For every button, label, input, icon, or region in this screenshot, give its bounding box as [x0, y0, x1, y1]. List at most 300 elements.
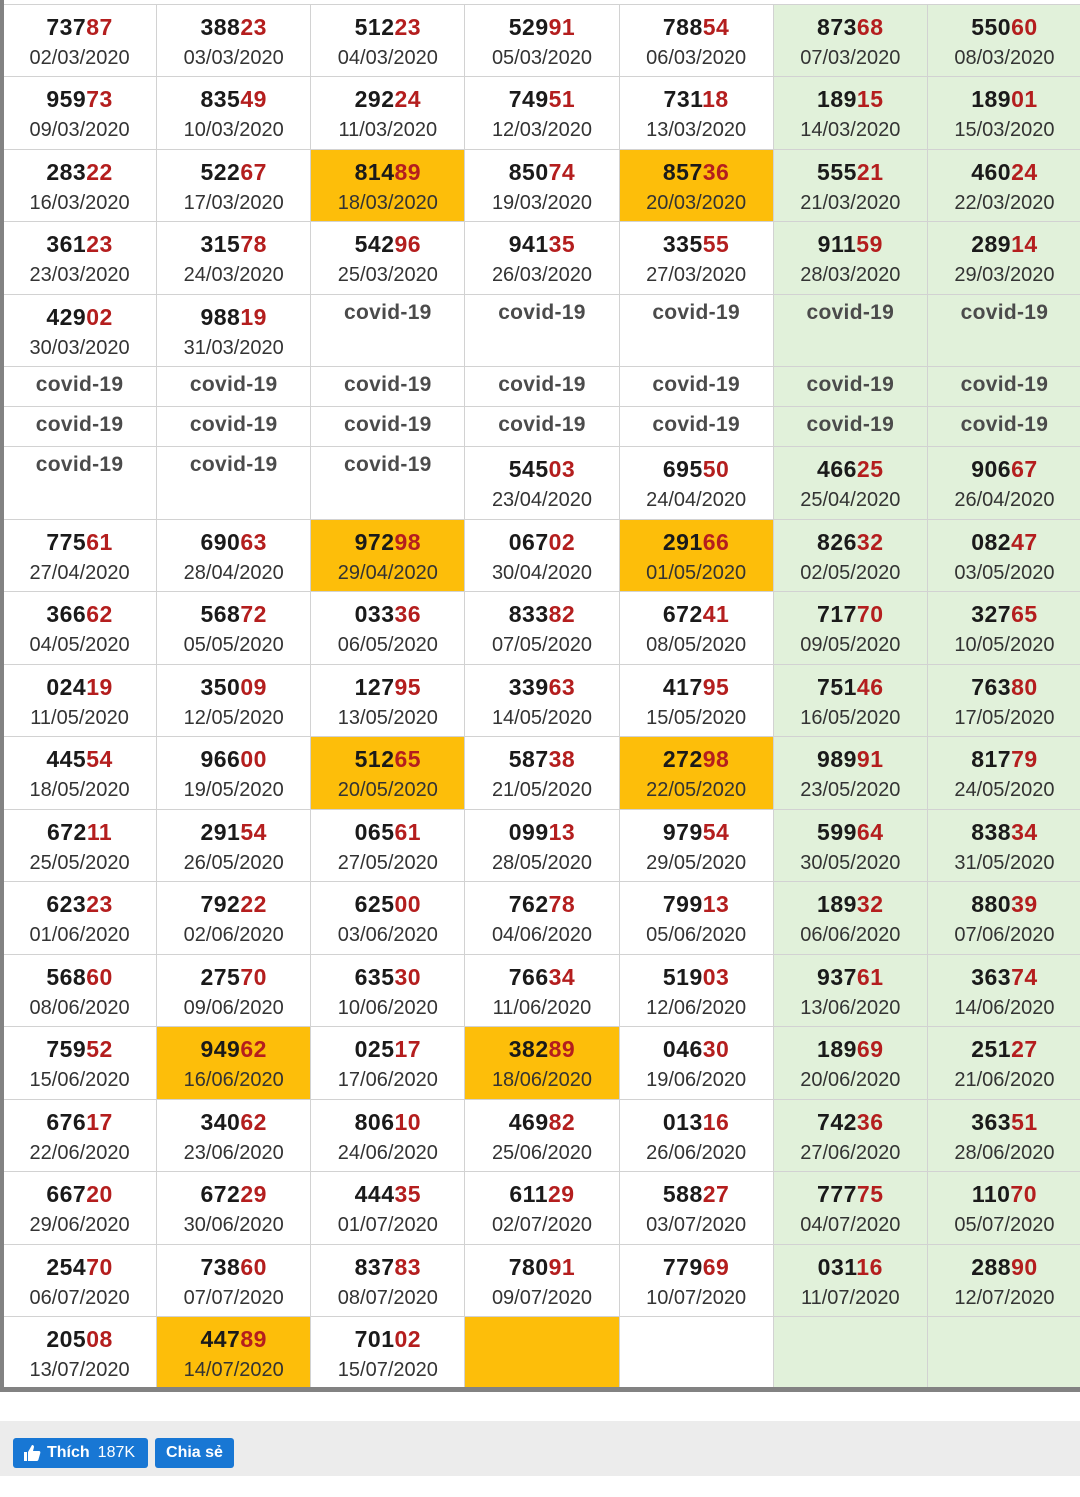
result-number	[620, 447, 773, 481]
result-number	[465, 77, 618, 111]
result-number-prefix: 635	[354, 964, 395, 990]
result-date: 05/07/2020	[954, 1214, 1055, 1236]
result-cell	[3, 592, 157, 665]
result-cell	[773, 1100, 927, 1172]
result-date: 22/05/2020	[646, 779, 747, 801]
result-number-last-two: 98	[702, 746, 730, 772]
result-date: 23/04/2020	[491, 489, 593, 511]
covid-label: covid-19	[344, 453, 432, 476]
result-cell	[311, 882, 465, 955]
result-cell	[3, 367, 157, 407]
result-number	[157, 77, 310, 111]
result-cell	[619, 810, 773, 882]
result-number-prefix: 792	[200, 891, 241, 917]
result-number-prefix: 067	[508, 529, 549, 555]
result-number	[3, 1100, 156, 1134]
covid-label: covid-19	[35, 413, 124, 436]
result-date: 15/07/2020	[337, 1359, 438, 1381]
result-number-prefix: 529	[508, 14, 549, 40]
result-number-prefix: 672	[46, 819, 87, 845]
result-cell	[157, 77, 311, 150]
result-date: 11/07/2020	[800, 1287, 900, 1309]
result-number	[3, 665, 156, 699]
result-number	[3, 592, 156, 626]
result-number-last-two: 14	[1011, 231, 1038, 257]
covid-label: covid-19	[35, 373, 124, 396]
result-cell	[157, 955, 311, 1027]
result-cell	[3, 222, 157, 295]
result-cell	[773, 810, 927, 882]
result-number-prefix: 429	[46, 304, 87, 330]
result-number	[620, 520, 773, 554]
result-number	[465, 592, 618, 626]
result-number	[774, 665, 927, 699]
result-number-last-two: 80	[1011, 674, 1038, 700]
result-date: 01/07/2020	[337, 1214, 438, 1236]
result-number	[620, 1100, 773, 1134]
result-date: 15/03/2020	[954, 119, 1055, 141]
result-number-prefix: 611	[509, 1181, 548, 1207]
result-number-last-two: 78	[240, 231, 267, 257]
result-cell	[927, 882, 1080, 955]
result-number-last-two: 39	[1011, 891, 1038, 917]
result-cell	[927, 955, 1080, 1027]
result-number-last-two: 01	[1011, 86, 1038, 112]
result-number	[928, 665, 1080, 699]
result-number-last-two: 82	[548, 601, 576, 627]
result-number-last-two: 49	[240, 86, 267, 112]
result-cell	[311, 407, 465, 447]
result-number-prefix: 941	[508, 231, 549, 257]
result-number	[465, 1245, 618, 1279]
result-number-last-two: 70	[240, 964, 267, 990]
result-number	[311, 1100, 464, 1134]
result-number-last-two: 47	[1011, 529, 1038, 555]
result-number-last-two: 30	[394, 964, 422, 990]
result-number-last-two: 34	[548, 964, 576, 990]
result-number-prefix: 275	[200, 964, 241, 990]
result-cell	[157, 665, 311, 737]
result-date: 23/06/2020	[183, 1142, 284, 1164]
result-number-last-two: 68	[856, 14, 884, 40]
result-date: 22/06/2020	[29, 1142, 130, 1164]
result-date: 21/06/2020	[954, 1069, 1055, 1091]
result-cell	[927, 407, 1080, 447]
result-number-last-two: 35	[394, 1181, 422, 1207]
result-cell	[311, 1100, 465, 1172]
result-date: 24/03/2020	[183, 264, 284, 286]
result-cell	[773, 150, 927, 222]
result-number-last-two: 61	[856, 964, 884, 990]
covid-label: covid-19	[189, 453, 278, 476]
table-row	[3, 520, 1080, 592]
result-date: 29/06/2020	[29, 1214, 130, 1236]
result-number-prefix: 777	[817, 1181, 857, 1207]
result-cell	[311, 222, 465, 295]
result-date: 29/05/2020	[646, 852, 747, 874]
result-date: 01/06/2020	[29, 924, 130, 946]
result-number-last-two: 03	[702, 964, 730, 990]
result-date: 27/06/2020	[800, 1142, 901, 1164]
result-cell	[927, 665, 1080, 737]
result-number-last-two: 29	[240, 1181, 267, 1207]
result-number-prefix: 837	[354, 1254, 395, 1280]
result-number-prefix: 272	[662, 746, 703, 772]
result-cell	[465, 1317, 619, 1390]
result-number	[3, 222, 156, 256]
result-date: 16/03/2020	[29, 192, 130, 214]
result-number-last-two: 19	[240, 304, 267, 330]
result-number-prefix: 989	[817, 746, 857, 772]
result-number-prefix: 806	[354, 1109, 395, 1135]
result-cell	[311, 810, 465, 882]
result-number-prefix: 555	[817, 159, 857, 185]
table-row	[3, 367, 1080, 407]
result-cell	[157, 520, 311, 592]
result-cell	[927, 5, 1080, 77]
result-date: 31/03/2020	[183, 337, 284, 359]
result-number-last-two: 74	[1011, 964, 1038, 990]
result-number-last-two: 27	[1011, 1036, 1038, 1062]
result-number	[311, 77, 464, 111]
result-number-last-two: 96	[394, 231, 422, 257]
result-number-last-two: 32	[856, 529, 884, 555]
result-number	[3, 1245, 156, 1279]
result-number-prefix: 283	[46, 159, 87, 185]
result-number	[3, 520, 156, 554]
result-number-last-two: 54	[240, 819, 267, 845]
result-number-last-two: 89	[240, 1326, 267, 1352]
result-number-last-two: 29	[548, 1181, 575, 1207]
result-cell	[927, 367, 1080, 407]
table-row	[3, 447, 1080, 520]
result-date: 03/05/2020	[954, 562, 1055, 584]
result-date: 07/03/2020	[800, 47, 901, 69]
result-number-prefix: 361	[46, 231, 87, 257]
table-row	[3, 955, 1080, 1027]
result-number-last-two: 62	[86, 601, 113, 627]
result-date: 06/06/2020	[800, 924, 901, 946]
covid-label: covid-19	[35, 453, 124, 476]
result-number-last-two: 00	[240, 746, 267, 772]
result-number-prefix: 522	[200, 159, 241, 185]
result-cell	[157, 295, 311, 367]
result-number-last-two: 98	[394, 529, 422, 555]
result-number-prefix: 588	[662, 1181, 703, 1207]
result-number-prefix: 082	[971, 529, 1012, 555]
facebook-share-button[interactable]	[155, 1438, 234, 1468]
result-number-prefix: 949	[200, 1036, 241, 1062]
result-number	[928, 882, 1080, 916]
result-number-prefix: 024	[46, 674, 87, 700]
result-cell	[773, 5, 927, 77]
facebook-like-button[interactable]	[13, 1438, 148, 1468]
result-number-last-two: 65	[394, 746, 422, 772]
result-cell	[619, 1317, 773, 1390]
result-cell	[619, 592, 773, 665]
result-number-last-two: 91	[548, 1254, 576, 1280]
result-date: 27/04/2020	[29, 562, 130, 584]
result-number-prefix: 189	[817, 1036, 857, 1062]
result-number	[465, 150, 618, 184]
result-cell	[927, 222, 1080, 295]
result-number	[157, 1245, 310, 1279]
result-number-prefix: 099	[508, 819, 549, 845]
result-number-last-two: 13	[702, 891, 730, 917]
result-date: 11/05/2020	[30, 707, 129, 729]
result-cell	[3, 955, 157, 1027]
result-number-last-two: 63	[548, 674, 576, 700]
result-number	[465, 1100, 618, 1134]
result-number-last-two: 22	[86, 159, 113, 185]
result-cell	[465, 810, 619, 882]
result-date: 20/03/2020	[646, 192, 747, 214]
result-number	[465, 447, 618, 481]
result-number	[311, 5, 464, 39]
result-cell	[3, 737, 157, 810]
result-cell	[157, 1317, 311, 1390]
result-number-prefix: 460	[971, 159, 1012, 185]
result-cell	[619, 367, 773, 407]
result-number-last-two: 11	[86, 819, 113, 845]
covid-label: covid-19	[960, 413, 1049, 436]
result-number	[311, 592, 464, 626]
result-date: 14/03/2020	[800, 119, 901, 141]
result-number-last-two: 46	[856, 674, 884, 700]
result-number-prefix: 701	[354, 1326, 395, 1352]
result-number-prefix: 676	[46, 1109, 87, 1135]
result-number	[157, 1172, 310, 1206]
result-number-prefix: 382	[508, 1036, 549, 1062]
result-cell	[465, 5, 619, 77]
result-number-last-two: 95	[394, 674, 422, 700]
covid-label: covid-19	[806, 413, 895, 436]
result-date: 24/05/2020	[954, 779, 1055, 801]
results-grid	[2, 4, 1080, 1390]
result-number	[465, 520, 618, 554]
result-cell	[619, 5, 773, 77]
result-number-last-two: 60	[1011, 14, 1038, 40]
result-number	[311, 520, 464, 554]
result-cell	[3, 520, 157, 592]
result-date: 11/03/2020	[338, 119, 438, 141]
result-date: 25/03/2020	[337, 264, 438, 286]
result-number-prefix: 542	[354, 231, 395, 257]
result-number	[157, 5, 310, 39]
result-number-prefix: 625	[354, 891, 395, 917]
result-cell	[465, 77, 619, 150]
result-number-last-two: 00	[394, 891, 422, 917]
result-number-prefix: 857	[662, 159, 703, 185]
result-number	[3, 1027, 156, 1061]
result-number-last-two: 66	[702, 529, 730, 555]
result-number	[311, 665, 464, 699]
result-number	[157, 592, 310, 626]
result-number	[928, 150, 1080, 184]
result-cell	[927, 1317, 1080, 1390]
result-date: 28/03/2020	[800, 264, 901, 286]
result-cell	[157, 447, 311, 520]
result-number-prefix: 873	[817, 14, 857, 40]
result-cell	[773, 447, 927, 520]
result-date: 02/05/2020	[800, 562, 901, 584]
table-row	[3, 77, 1080, 150]
result-cell	[311, 665, 465, 737]
result-number-prefix: 031	[817, 1254, 857, 1280]
result-date: 25/04/2020	[800, 489, 901, 511]
result-date: 09/07/2020	[491, 1287, 593, 1309]
result-date: 05/05/2020	[183, 634, 284, 656]
result-number-last-two: 59	[856, 231, 883, 257]
result-number-prefix: 363	[971, 1109, 1012, 1135]
result-number-last-two: 60	[86, 964, 113, 990]
result-number	[774, 882, 927, 916]
result-cell	[773, 882, 927, 955]
table-row	[3, 407, 1080, 447]
result-cell	[619, 955, 773, 1027]
result-number-last-two: 19	[86, 674, 113, 700]
result-number-prefix: 025	[354, 1036, 395, 1062]
result-number-prefix: 667	[46, 1181, 87, 1207]
result-number	[3, 150, 156, 184]
result-number-last-two: 54	[702, 14, 730, 40]
result-date: 10/07/2020	[646, 1287, 747, 1309]
result-number-last-two: 64	[856, 819, 884, 845]
result-date: 02/07/2020	[491, 1214, 593, 1236]
result-cell	[619, 222, 773, 295]
result-date: 05/03/2020	[491, 47, 593, 69]
result-number-prefix: 587	[508, 746, 549, 772]
result-number-last-two: 24	[394, 86, 422, 112]
result-cell	[619, 407, 773, 447]
result-number-last-two: 25	[856, 456, 884, 482]
like-label: Thích	[47, 1444, 90, 1461]
like-count: 187K	[97, 1444, 136, 1461]
result-number-last-two: 67	[240, 159, 267, 185]
result-date: 26/05/2020	[183, 852, 284, 874]
result-number	[620, 150, 773, 184]
result-date: 05/06/2020	[646, 924, 747, 946]
result-date: 28/05/2020	[491, 852, 593, 874]
result-date: 10/06/2020	[337, 997, 438, 1019]
result-cell	[927, 447, 1080, 520]
result-number	[311, 810, 464, 844]
result-number-prefix: 550	[971, 14, 1012, 40]
result-number-prefix: 339	[508, 674, 549, 700]
result-date: 07/07/2020	[183, 1287, 284, 1309]
result-number	[157, 1100, 310, 1134]
result-number-prefix: 672	[662, 601, 703, 627]
result-number	[774, 1172, 927, 1206]
result-number-last-two: 62	[240, 1036, 267, 1062]
covid-label: covid-19	[806, 301, 895, 324]
result-cell	[773, 665, 927, 737]
result-number-prefix: 447	[200, 1326, 241, 1352]
result-cell	[619, 665, 773, 737]
result-number	[311, 150, 464, 184]
result-cell	[619, 1245, 773, 1317]
result-cell	[619, 447, 773, 520]
result-number-prefix: 937	[817, 964, 857, 990]
result-number	[620, 592, 773, 626]
result-number-prefix: 568	[46, 964, 87, 990]
result-number	[311, 222, 464, 256]
result-cell	[927, 737, 1080, 810]
result-number	[774, 150, 927, 184]
table-row	[3, 1317, 1080, 1390]
result-date: 08/07/2020	[337, 1287, 438, 1309]
result-date: 28/04/2020	[183, 562, 284, 584]
result-number-last-two: 69	[702, 1254, 730, 1280]
table-row	[3, 810, 1080, 882]
table-row	[3, 1100, 1080, 1172]
result-number	[157, 295, 310, 329]
result-date: 24/06/2020	[337, 1142, 438, 1164]
result-cell	[927, 592, 1080, 665]
result-cell	[311, 1317, 465, 1390]
result-number	[928, 955, 1080, 989]
result-number	[620, 955, 773, 989]
covid-label: covid-19	[652, 373, 740, 396]
result-cell	[773, 1027, 927, 1100]
result-number	[311, 1027, 464, 1061]
result-date: 09/06/2020	[183, 997, 284, 1019]
result-number	[774, 447, 927, 481]
result-date: 18/05/2020	[29, 779, 130, 801]
result-number-prefix: 289	[971, 231, 1012, 257]
table-row	[3, 150, 1080, 222]
result-number-prefix: 979	[662, 819, 703, 845]
result-date: 29/03/2020	[954, 264, 1055, 286]
result-date: 14/06/2020	[954, 997, 1055, 1019]
result-date: 13/06/2020	[800, 997, 901, 1019]
result-number-last-two: 27	[702, 1181, 730, 1207]
result-number-last-two: 83	[394, 1254, 422, 1280]
result-date: 14/05/2020	[491, 707, 593, 729]
result-number-last-two: 35	[548, 231, 576, 257]
result-number-prefix: 189	[971, 86, 1012, 112]
result-date: 20/06/2020	[800, 1069, 901, 1091]
result-cell	[465, 1100, 619, 1172]
result-number-last-two: 55	[702, 231, 730, 257]
result-date: 08/05/2020	[646, 634, 747, 656]
result-number-last-two: 10	[394, 1109, 422, 1135]
result-date: 12/03/2020	[491, 119, 593, 141]
table-row	[3, 1245, 1080, 1317]
result-number-prefix: 445	[46, 746, 87, 772]
result-cell	[3, 1172, 157, 1245]
result-date: 19/06/2020	[646, 1069, 747, 1091]
table-row	[3, 5, 1080, 77]
result-date: 25/05/2020	[29, 852, 130, 874]
result-number	[928, 447, 1080, 481]
result-number-last-two: 89	[394, 159, 422, 185]
result-number-last-two: 75	[856, 1181, 884, 1207]
result-number-prefix: 717	[817, 601, 857, 627]
result-number	[620, 810, 773, 844]
result-number-prefix: 350	[200, 674, 241, 700]
result-number	[928, 520, 1080, 554]
result-cell	[3, 1317, 157, 1390]
result-number	[774, 222, 927, 256]
share-label: Chia sẻ	[166, 1444, 223, 1461]
result-number-last-two: 34	[1011, 819, 1038, 845]
result-cell	[465, 295, 619, 367]
result-number-prefix: 690	[200, 529, 241, 555]
result-number-last-two: 09	[240, 674, 267, 700]
covid-label: covid-19	[652, 413, 740, 436]
result-cell	[927, 810, 1080, 882]
